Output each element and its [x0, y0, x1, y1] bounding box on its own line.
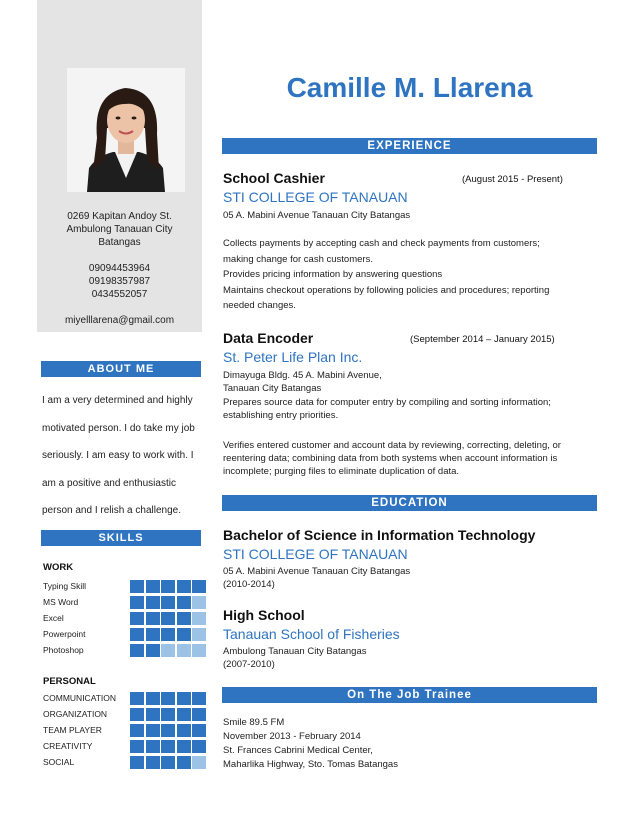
skill-level-filled	[146, 580, 160, 593]
education-heading: EDUCATION	[222, 495, 597, 511]
ojt-heading: On The Job Trainee	[222, 687, 597, 703]
skill-level-filled	[130, 580, 144, 593]
duty-line: Maintains checkout operations by following policies and procedures; reporting	[223, 284, 550, 296]
skill-level-filled	[161, 612, 175, 625]
highschool-years: (2007-2010)	[223, 659, 275, 670]
job2-title: Data Encoder	[223, 330, 314, 346]
skill-row	[43, 692, 208, 705]
skill-level-filled	[177, 692, 191, 705]
skill-level-filled	[146, 724, 160, 737]
job1-duties	[223, 236, 598, 314]
skill-level-filled	[130, 756, 144, 769]
job1-org: STI COLLEGE OF TANAUAN	[223, 189, 408, 205]
skill-row	[43, 596, 208, 609]
skill-level-empty	[177, 644, 191, 657]
ojt-line: Smile 89.5 FM	[223, 717, 285, 728]
skill-level-filled	[130, 628, 144, 641]
college-address: 05 A. Mabini Avenue Tanauan City Batangas	[223, 566, 411, 577]
skill-level-filled	[177, 708, 191, 721]
skill-row	[43, 708, 208, 721]
skill-level-filled	[130, 644, 144, 657]
duty-line: needed changes.	[223, 300, 296, 311]
skill-level-empty	[192, 596, 206, 609]
skill-level-filled	[177, 756, 191, 769]
work-skills-heading: WORK	[43, 562, 74, 573]
duty-line: Verifies entered customer and account data by reviewing, correcting, deleting, or	[223, 440, 561, 451]
skill-label: Powerpoint	[43, 629, 86, 639]
skill-level-filled	[146, 612, 160, 625]
skill-level-filled	[130, 596, 144, 609]
email: miyelllarena@gmail.com	[64, 315, 175, 326]
skill-level-filled	[161, 596, 175, 609]
skill-level-filled	[177, 612, 191, 625]
skill-level-filled	[192, 724, 206, 737]
address-line: Tanauan City Batangas	[223, 383, 322, 394]
about-line: seriously. I am easy to work with. I	[42, 450, 194, 461]
skill-level-filled	[130, 692, 144, 705]
skill-level-filled	[161, 628, 175, 641]
skill-row	[43, 756, 208, 769]
skill-label: MS Word	[43, 597, 79, 607]
contact-block	[37, 210, 202, 327]
skill-label: ORGANIZATION	[43, 709, 108, 719]
skill-label: Excel	[43, 613, 64, 623]
phone-1: 09094453964	[88, 263, 151, 274]
skill-label: CREATIVITY	[43, 741, 93, 751]
about-me-heading: ABOUT ME	[41, 361, 201, 377]
profile-photo	[67, 68, 185, 192]
about-me-text	[42, 387, 204, 525]
skill-level-empty	[161, 644, 175, 657]
skill-level-filled	[146, 692, 160, 705]
job1-title: School Cashier	[223, 170, 325, 186]
skill-level-filled	[146, 628, 160, 641]
personal-skills-heading: PERSONAL	[43, 676, 96, 687]
skill-label: Typing Skill	[43, 581, 86, 591]
ojt-line: November 2013 - February 2014	[223, 731, 361, 742]
job1-date: (August 2015 - Present)	[462, 174, 563, 185]
phone-3: 0434552057	[91, 289, 148, 300]
skill-row	[43, 580, 208, 593]
job2-duties-a	[223, 396, 598, 422]
college-school: STI COLLEGE OF TANAUAN	[223, 546, 408, 562]
skill-level-filled	[146, 740, 160, 753]
address-line-2: Ambulong Tanauan City	[66, 224, 173, 235]
duty-line: Collects payments by accepting cash and check payments from customers;	[223, 238, 540, 249]
skill-level-filled	[146, 756, 160, 769]
about-line: motivated person. I do take my job	[42, 422, 195, 434]
duty-line: incomplete; purging files to eliminate duplication of data.	[223, 466, 460, 477]
skill-level-filled	[192, 708, 206, 721]
ojt-line: Maharlika Highway, Sto. Tomas Batangas	[223, 759, 398, 770]
skill-row	[43, 724, 208, 737]
skill-level-filled	[161, 740, 175, 753]
duty-line: reentering data; combining data from both systems when account information is	[223, 453, 558, 464]
skill-level-filled	[192, 740, 206, 753]
about-line: am a positive and enthusiastic	[42, 477, 176, 489]
job2-date: (September 2014 – January 2015)	[410, 334, 555, 345]
skill-level-filled	[177, 724, 191, 737]
skill-level-empty	[192, 756, 206, 769]
address-line: Dimayuga Bldg. 45 A. Mabini Avenue,	[223, 370, 382, 381]
experience-heading: EXPERIENCE	[222, 138, 597, 154]
duty-line: making change for cash customers.	[223, 253, 373, 265]
skill-level-empty	[192, 644, 206, 657]
skill-label: TEAM PLAYER	[43, 725, 102, 735]
skills-heading: SKILLS	[41, 530, 201, 546]
skill-row	[43, 740, 208, 753]
skill-label: Photoshop	[43, 645, 84, 655]
highschool-address: Ambulong Tanauan City Batangas	[223, 646, 367, 657]
job2-org: St. Peter Life Plan Inc.	[223, 349, 363, 365]
skill-level-filled	[130, 740, 144, 753]
skill-row	[43, 628, 208, 641]
college-degree: Bachelor of Science in Information Technology	[223, 527, 536, 543]
job2-duties-b	[223, 439, 598, 478]
skill-level-filled	[130, 708, 144, 721]
job2-address	[223, 369, 598, 395]
skill-level-filled	[177, 596, 191, 609]
skill-level-filled	[161, 692, 175, 705]
skill-label: COMMUNICATION	[43, 693, 117, 703]
duty-line: Provides pricing information by answering questions	[223, 269, 443, 280]
skill-label: SOCIAL	[43, 757, 75, 767]
skill-row	[43, 612, 208, 625]
highschool-details	[223, 645, 598, 671]
college-years: (2010-2014)	[223, 579, 275, 590]
skill-level-filled	[161, 580, 175, 593]
about-line: person and I relish a challenge.	[42, 505, 181, 516]
skill-level-filled	[177, 580, 191, 593]
ojt-details	[223, 716, 598, 772]
duty-line: establishing entry priorities.	[223, 410, 339, 421]
college-details	[223, 565, 598, 591]
skill-level-filled	[161, 724, 175, 737]
job1-address: 05 A. Mabini Avenue Tanauan City Batangas	[223, 210, 411, 221]
skill-level-filled	[161, 708, 175, 721]
skill-level-empty	[192, 628, 206, 641]
skill-level-filled	[146, 644, 160, 657]
phone-2: 09198357987	[88, 276, 151, 287]
skill-level-filled	[130, 612, 144, 625]
candidate-name: Camille M. Llarena	[286, 72, 533, 103]
skill-row	[43, 644, 208, 657]
skill-level-filled	[177, 628, 191, 641]
skill-level-empty	[192, 612, 206, 625]
skill-level-filled	[146, 596, 160, 609]
skill-level-filled	[161, 756, 175, 769]
about-line: I am a very determined and highly	[42, 395, 193, 406]
ojt-line: St. Frances Cabrini Medical Center,	[223, 745, 373, 756]
highschool-school: Tanauan School of Fisheries	[223, 626, 400, 642]
duty-line: Prepares source data for computer entry by compiling and sorting information;	[223, 397, 551, 408]
highschool-title: High School	[223, 607, 305, 623]
address-line-3: Batangas	[98, 237, 141, 248]
skill-level-filled	[130, 724, 144, 737]
skill-level-filled	[177, 740, 191, 753]
skill-level-filled	[192, 692, 206, 705]
skill-level-filled	[192, 580, 206, 593]
skill-level-filled	[146, 708, 160, 721]
address-line-1: 0269 Kapitan Andoy St.	[67, 211, 172, 222]
